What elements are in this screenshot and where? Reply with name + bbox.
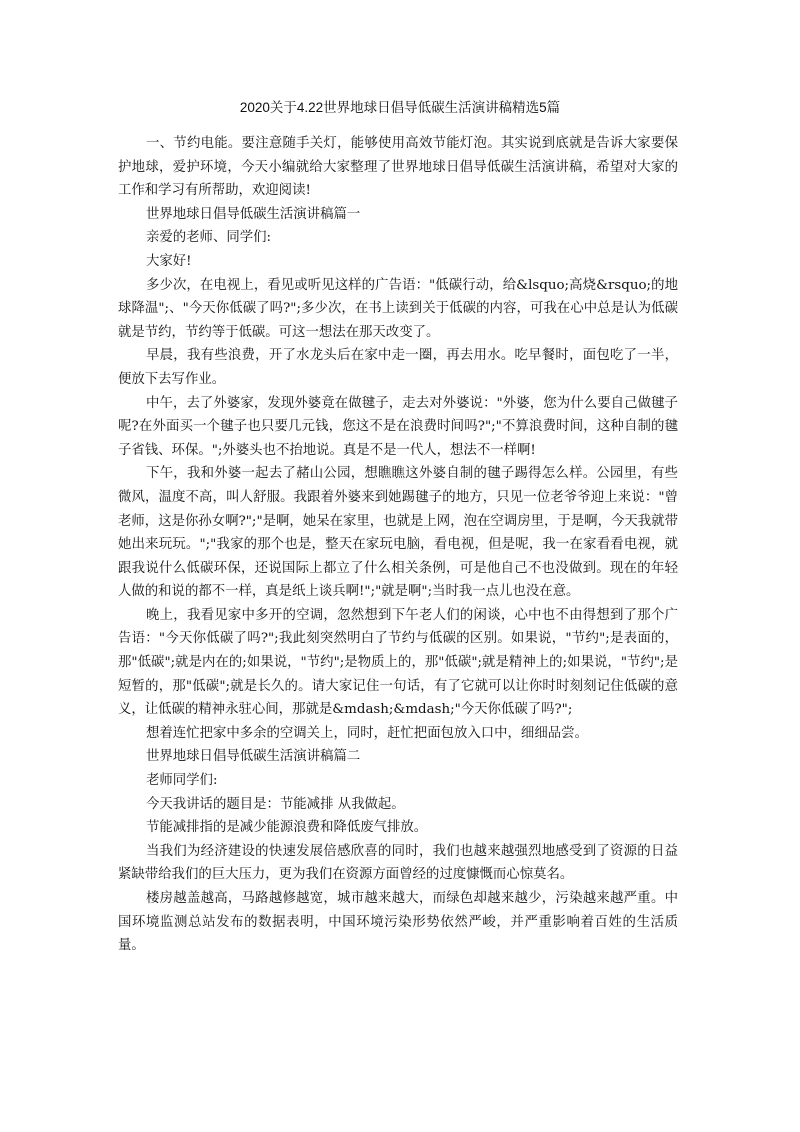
salutation-2: 老师同学们: — [146, 773, 218, 789]
salutation-1: 亲爱的老师、同学们: — [146, 230, 272, 246]
paragraph: 晚上，我看见家中多开的空调，忽然想到下午老人们的闲谈，心中也不由得想到了那个广告语："今天你低碳了吗?";我此刻突然明白了节约与低碳的区别。如果说，"节约";是表面的，那"低碳";就是内在的;如果说，"节约";是物质上的，那"低碳";就是精神上的;如果说，"节约";是短暂的，那"低碳";就是长久的。请大家记住一句话，有了它就可以让你时时刻刻记住低碳的意义，让低碳的精神永驻心间，那就是&mdash;&mdash;"今天你低碳了吗?"; — [118, 607, 678, 718]
paragraph: 当我们为经济建设的快速发展倍感欣喜的同时，我们也越来越强烈地感受到了资源的日益紧缺带给我们的巨大压力，更为我们在资源方面曾经的过度慷慨而心惊莫名。 — [118, 843, 678, 883]
paragraph: 下午，我和外婆一起去了赭山公园，想瞧瞧这外婆自制的毽子踢得怎么样。公园里，有些微风，温度不高，叫人舒服。我跟着外婆来到她踢毽子的地方，只见一位老爷爷迎上来说："曾老师，这是你孙女啊?";"是啊，她呆在家里，也就是上网，泡在空调房里，于是啊，今天我就带她出来玩玩。";"我家的那个也是，整天在家玩电脑，看电视，但是呢，我一在家看看电视，就跟我说什么低碳环保，还说国际上都立了什么相关条例，可是他自己不也没做到。现在的年轻人做的和说的都不一样，真是纸上谈兵啊!";"就是啊";当时我一点儿也没在意。 — [118, 466, 678, 600]
paragraph: 中午，去了外婆家，发现外婆竟在做毽子，走去对外婆说："外婆，您为什么要自己做毽子呢?在外面买一个毽子也只要几元钱，您这不是在浪费时间吗?";"不算浪费时间，这种自制的毽子省钱、环保。";外婆头也不抬地说。真是不是一代人，想法不一样啊! — [118, 395, 678, 458]
paragraph: 想着连忙把家中多余的空调关上，同时，赶忙把面包放入口中，细细品尝。 — [146, 725, 588, 741]
section-heading-1: 世界地球日倡导低碳生活演讲稿篇一 — [146, 206, 361, 222]
paragraph-intro: 一、节约电能。要注意随手关灯，能够使用高效节能灯泡。其实说到底就是告诉大家要保护地球，爱护环境，今天小编就给大家整理了世界地球日倡导低碳生活演讲稿，希望对大家的工作和学习有所帮助，欢迎阅读! — [118, 136, 678, 199]
paragraph: 节能减排指的是减少能源浪费和降低废气排放。 — [146, 820, 428, 836]
greeting: 大家好! — [146, 253, 192, 269]
paragraph: 早晨，我有些浪费，开了水龙头后在家中走一圈，再去用水。吃早餐时，面包吃了一半，便放下去写作业。 — [118, 348, 678, 387]
document-title: 2020关于4.22世界地球日倡导低碳生活演讲稿精选5篇 — [239, 100, 561, 115]
paragraph: 今天我讲话的题目是：节能减排 从我做起。 — [146, 796, 405, 812]
section-heading-2: 世界地球日倡导低碳生活演讲稿篇二 — [146, 749, 361, 765]
paragraph: 多少次，在电视上，看见或听见这样的广告语："低碳行动，给&lsquo;高烧&rsquo;的地球降温";、"今天你低碳了吗?";多少次，在书上读到关于低碳的内容，可我在心中总是认为低碳就是节约，节约等于低碳。可这一想法在那天改变了。 — [118, 277, 678, 340]
paragraph: 楼房越盖越高，马路越修越宽，城市越来越大，而绿色却越来越少，污染越来越严重。中国环境监测总站发布的数据表明，中国环境污染形势依然严峻，并严重影响着百姓的生活质量。 — [118, 891, 678, 954]
document-body — [118, 132, 678, 958]
